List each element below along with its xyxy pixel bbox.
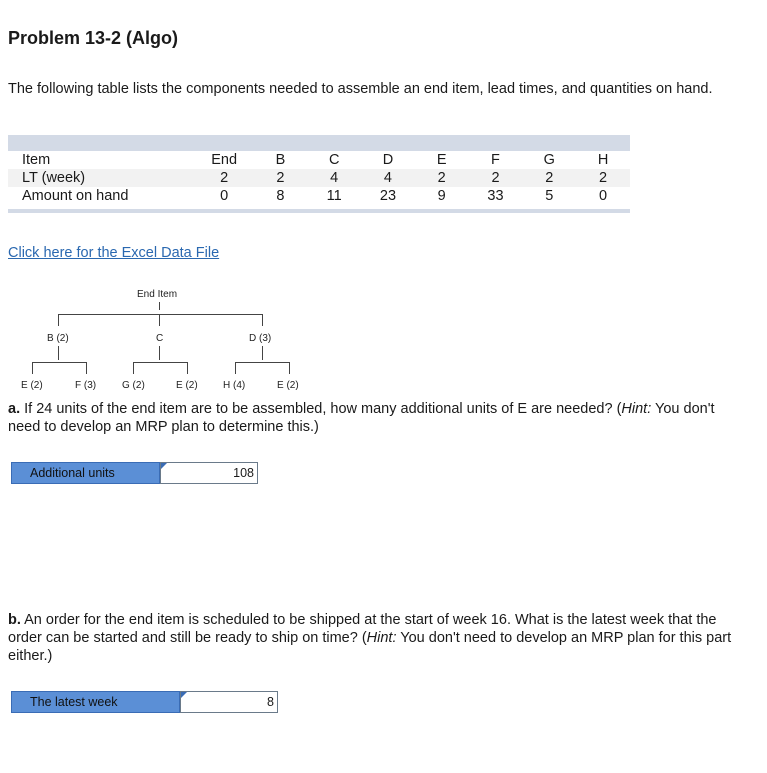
answer-b-label: The latest week — [11, 691, 180, 713]
table-cell: 11 — [326, 188, 342, 204]
table-row — [8, 151, 630, 169]
table-row — [8, 187, 630, 205]
tree-node-g: G (2) — [122, 380, 145, 391]
answer-b-value: 8 — [267, 695, 274, 709]
table-cell: 2 — [469, 169, 523, 187]
table-cell: 2 — [576, 169, 630, 187]
answer-b-input[interactable] — [180, 691, 278, 713]
input-marker-icon — [181, 692, 187, 698]
table-cell: G — [543, 152, 555, 168]
components-table — [8, 135, 630, 213]
table-cell: C — [328, 152, 340, 168]
question-b: b. An order for the end item is scheduled to be shipped at the start of week 16. What is the latest week that the order can be started and still be ready to ship on time? (Hint: You don't need to develop an MRP plan for this part either.) — [8, 612, 732, 664]
intro-text: The following table lists the components needed to assemble an end item, lead times, and quantities on hand. — [8, 81, 713, 97]
table-cell: End — [211, 152, 238, 168]
table-cell: 0 — [599, 188, 608, 204]
table-cell: 23 — [379, 188, 397, 204]
row-label: Item — [22, 152, 51, 168]
input-marker-icon — [161, 463, 167, 469]
excel-data-link[interactable]: Click here for the Excel Data File — [8, 245, 220, 261]
page-title: Problem 13-2 (Algo) — [8, 28, 179, 48]
question-a: a. If 24 units of the end item are to be assembled, how many additional units of E are needed? (Hint: You don't need to develop an MRP plan to determine this.) — [8, 401, 715, 435]
answer-b-row — [11, 691, 278, 713]
table-cell: B — [275, 152, 286, 168]
table-cell: 4 — [361, 169, 415, 187]
product-structure-tree — [0, 285, 400, 395]
tree-node-d: D (3) — [249, 333, 272, 344]
table-header-bar — [8, 135, 630, 151]
answer-a-label: Additional units — [11, 462, 160, 484]
table-cell: 4 — [307, 169, 361, 187]
table-footer-bar — [8, 209, 630, 213]
table-cell: 2 — [415, 169, 469, 187]
table-cell: 2 — [254, 169, 308, 187]
table-cell: E — [436, 152, 447, 168]
row-label: LT (week) — [8, 169, 195, 187]
components-table-body — [8, 151, 630, 205]
tree-node-h: H (4) — [223, 380, 246, 391]
table-cell: 2 — [522, 169, 576, 187]
table-cell: 33 — [487, 188, 504, 204]
tree-node-c: C — [156, 333, 164, 344]
tree-node-e-under-d: E (2) — [277, 380, 299, 391]
table-cell: F — [491, 152, 500, 168]
tree-node-b: B (2) — [47, 333, 69, 344]
table-cell: 5 — [545, 188, 554, 204]
table-cell: 0 — [220, 188, 229, 204]
answer-a-row — [11, 462, 258, 484]
table-cell: 8 — [276, 188, 285, 204]
table-cell: D — [382, 152, 394, 168]
table-row — [8, 169, 630, 187]
tree-root: End Item — [137, 289, 178, 300]
table-cell: 9 — [437, 188, 446, 204]
answer-a-value: 108 — [233, 466, 254, 480]
answer-a-input[interactable] — [160, 462, 258, 484]
table-cell: H — [597, 152, 609, 168]
tree-node-e-under-c: E (2) — [176, 380, 198, 391]
row-label: Amount on hand — [22, 188, 129, 204]
tree-node-e-under-b: E (2) — [21, 380, 43, 391]
tree-node-f: F (3) — [75, 380, 97, 391]
table-cell: 2 — [195, 169, 254, 187]
